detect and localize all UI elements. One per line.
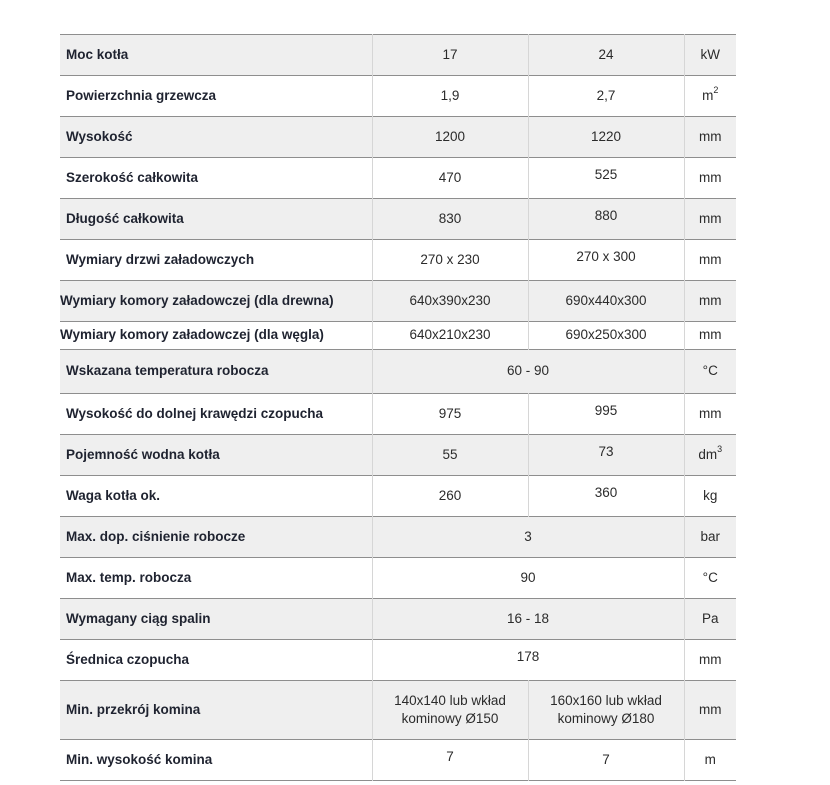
spec-value-merged: 16 - 18	[372, 599, 684, 640]
spec-unit: °C	[684, 558, 736, 599]
table-row	[60, 240, 736, 281]
spec-unit: kW	[684, 35, 736, 76]
spec-name: Min. przekrój komina	[60, 681, 372, 740]
spec-name: Średnica czopucha	[66, 651, 190, 667]
table-row	[60, 35, 736, 76]
boiler-spec-table	[60, 34, 736, 781]
spec-value-2	[528, 199, 684, 240]
spec-unit: mm	[684, 199, 736, 240]
spec-value-1: 830	[372, 199, 528, 240]
spec-value-text: 270 x 300	[576, 248, 636, 264]
spec-name: Wysokość	[60, 117, 372, 158]
spec-unit: mm	[684, 681, 736, 740]
spec-name: Długość całkowita	[60, 199, 372, 240]
spec-value-text: 360	[594, 484, 618, 500]
spec-value-2: 690x250x300	[528, 322, 684, 350]
spec-unit: mm	[684, 281, 736, 322]
table-row	[60, 394, 736, 435]
table-row	[60, 640, 736, 681]
spec-value-text: 880	[594, 207, 618, 223]
spec-value-1: 260	[372, 476, 528, 517]
spec-value-line: kominowy Ø150	[401, 711, 499, 726]
spec-value-2	[528, 394, 684, 435]
spec-value-text: 73	[598, 443, 614, 459]
spec-value-line: 140x140 lub wkład	[394, 692, 506, 708]
spec-unit: °C	[684, 350, 736, 394]
spec-value-text: 7	[446, 748, 454, 764]
spec-name: Wysokość do dolnej krawędzi czopucha	[66, 405, 324, 421]
spec-value-1	[372, 681, 528, 740]
spec-unit	[684, 76, 736, 117]
spec-value-text: 178	[516, 648, 540, 664]
spec-value-1	[372, 740, 528, 781]
spec-unit: kg	[684, 476, 736, 517]
spec-unit: m	[684, 740, 736, 781]
table-row	[60, 76, 736, 117]
spec-unit: mm	[684, 394, 736, 435]
spec-unit: mm	[684, 640, 736, 681]
spec-name: Wymagany ciąg spalin	[60, 599, 372, 640]
spec-name: Min. wysokość komina	[66, 751, 213, 767]
spec-unit: Pa	[684, 599, 736, 640]
spec-value-text: 525	[594, 166, 618, 182]
spec-name: Max. temp. robocza	[66, 569, 192, 585]
table-row	[60, 435, 736, 476]
table-row	[60, 158, 736, 199]
table-row	[60, 281, 736, 322]
spec-value-1: 17	[372, 35, 528, 76]
spec-value-1: 640x210x230	[372, 322, 528, 350]
spec-value-2: 7	[528, 740, 684, 781]
unit-exponent: 3	[717, 444, 723, 455]
spec-unit: mm	[684, 240, 736, 281]
spec-value-2	[528, 158, 684, 199]
spec-name: Wymiary drzwi załadowczych	[66, 251, 255, 267]
spec-value-2	[528, 435, 684, 476]
spec-name: Waga kotła ok.	[66, 487, 161, 503]
table-row	[60, 740, 736, 781]
spec-value-text: 995	[594, 402, 618, 418]
spec-unit: bar	[684, 517, 736, 558]
spec-name: Max. dop. ciśnienie robocze	[60, 517, 372, 558]
spec-name: Wskazana temperatura robocza	[60, 350, 372, 394]
spec-value-1: 55	[372, 435, 528, 476]
spec-value-1: 975	[372, 394, 528, 435]
spec-name: Moc kotła	[60, 35, 372, 76]
table-row	[60, 117, 736, 158]
spec-value-merged: 3	[372, 517, 684, 558]
spec-value-1: 640x390x230	[372, 281, 528, 322]
spec-value-merged	[372, 640, 684, 681]
spec-name: Szerokość całkowita	[66, 169, 199, 185]
table-row	[60, 199, 736, 240]
unit-base: m	[702, 87, 714, 103]
spec-unit	[684, 435, 736, 476]
spec-value-merged: 90	[372, 558, 684, 599]
table-row	[60, 681, 736, 740]
spec-value-1: 470	[372, 158, 528, 199]
spec-value-1: 1200	[372, 117, 528, 158]
spec-unit: mm	[684, 117, 736, 158]
unit-exponent: 2	[713, 85, 719, 96]
spec-value-2	[528, 681, 684, 740]
spec-unit: mm	[684, 158, 736, 199]
spec-name: Pojemność wodna kotła	[60, 435, 372, 476]
spec-name: Wymiary komory załadowczej (dla węgla)	[60, 327, 324, 343]
spec-value-2: 2,7	[528, 76, 684, 117]
spec-value-line: kominowy Ø180	[557, 711, 655, 726]
spec-value-merged: 60 - 90	[372, 350, 684, 394]
table-row	[60, 517, 736, 558]
spec-value-2	[528, 240, 684, 281]
spec-value-1: 1,9	[372, 76, 528, 117]
spec-value-2: 690x440x300	[528, 281, 684, 322]
unit-base: dm	[698, 446, 718, 462]
table-row	[60, 476, 736, 517]
spec-value-2: 1220	[528, 117, 684, 158]
spec-value-line: 160x160 lub wkład	[550, 692, 662, 708]
spec-value-2	[528, 476, 684, 517]
spec-value-2: 24	[528, 35, 684, 76]
table-row	[60, 322, 736, 350]
table-row	[60, 558, 736, 599]
spec-name: Wymiary komory załadowczej (dla drewna)	[60, 281, 372, 322]
spec-unit: mm	[684, 322, 736, 350]
table-row	[60, 599, 736, 640]
spec-value-1: 270 x 230	[372, 240, 528, 281]
spec-name: Powierzchnia grzewcza	[66, 87, 217, 103]
table-row	[60, 350, 736, 394]
